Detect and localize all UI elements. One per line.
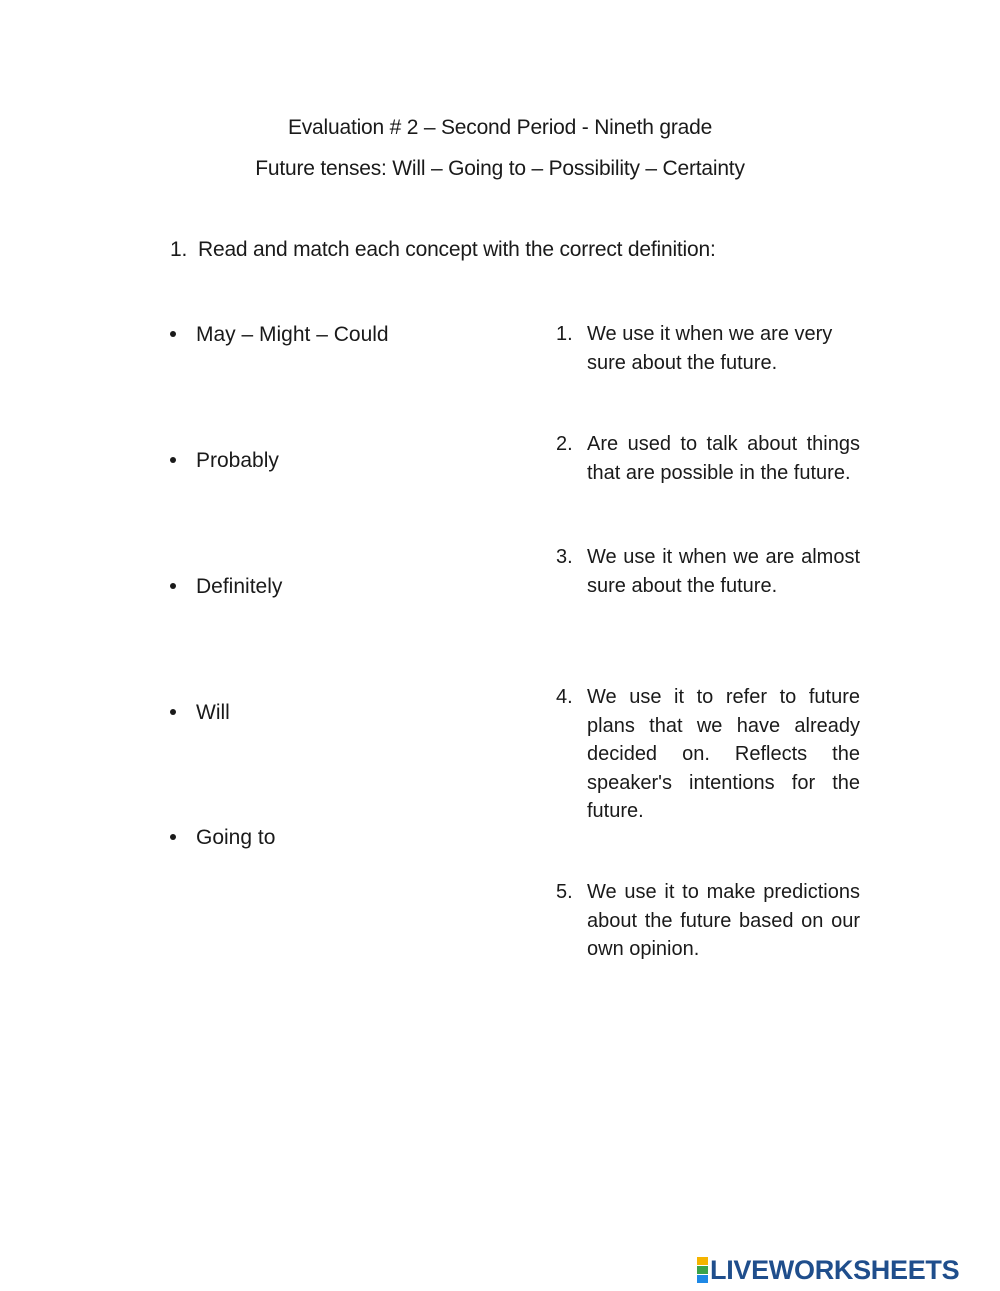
definition-text: We use it when we are almost sure about the future. bbox=[587, 546, 860, 597]
definition-number: 1. bbox=[556, 323, 573, 345]
definition-text: Are used to talk about things that are possible in the future. bbox=[587, 433, 860, 484]
definition-text: We use it when we are very sure about the future. bbox=[587, 323, 833, 374]
page-subtitle: Future tenses: Will – Going to – Possibility – Certainty bbox=[255, 157, 745, 180]
question-text: Read and match each concept with the correct definition: bbox=[198, 238, 716, 261]
concept-label: May – Might – Could bbox=[196, 323, 389, 346]
definition-item bbox=[556, 430, 860, 487]
logo-block-i bbox=[697, 1266, 708, 1274]
concept-label: Will bbox=[196, 701, 230, 724]
bullet-icon bbox=[170, 709, 176, 715]
concept-item bbox=[170, 323, 389, 347]
concept-label: Definitely bbox=[196, 575, 283, 598]
definition-item bbox=[556, 320, 860, 377]
liveworksheets-logo bbox=[697, 1255, 959, 1285]
bullet-icon bbox=[170, 834, 176, 840]
bullet-icon bbox=[170, 583, 176, 589]
question-number: 1. bbox=[170, 238, 188, 261]
concept-label: Probably bbox=[196, 449, 279, 472]
page-title: Evaluation # 2 – Second Period - Nineth grade bbox=[287, 116, 713, 139]
logo-text: LIVEWORKSHEETS bbox=[710, 1254, 960, 1285]
concept-label: Going to bbox=[196, 826, 276, 849]
definition-text: We use it to make predictions about the future based on our own opinion. bbox=[587, 881, 860, 960]
definition-item bbox=[556, 878, 860, 964]
bullet-icon bbox=[170, 457, 176, 463]
logo-block-v bbox=[697, 1275, 708, 1283]
definition-item bbox=[556, 543, 860, 600]
definition-text: We use it to refer to future plans that we have already decided on. Reflects the speaker's intentions for the future. bbox=[587, 686, 860, 822]
concept-item bbox=[170, 701, 230, 725]
concept-item bbox=[170, 575, 282, 599]
definition-number: 2. bbox=[556, 433, 573, 455]
concept-item bbox=[170, 826, 275, 850]
bullet-icon bbox=[170, 331, 176, 337]
logo-block-l bbox=[697, 1257, 708, 1265]
definition-number: 3. bbox=[556, 546, 573, 568]
logo-blocks-icon bbox=[697, 1257, 708, 1283]
definition-item bbox=[556, 683, 860, 826]
definition-number: 4. bbox=[556, 686, 573, 708]
question-instruction bbox=[170, 238, 716, 262]
concept-item bbox=[170, 449, 279, 473]
definition-number: 5. bbox=[556, 881, 573, 903]
